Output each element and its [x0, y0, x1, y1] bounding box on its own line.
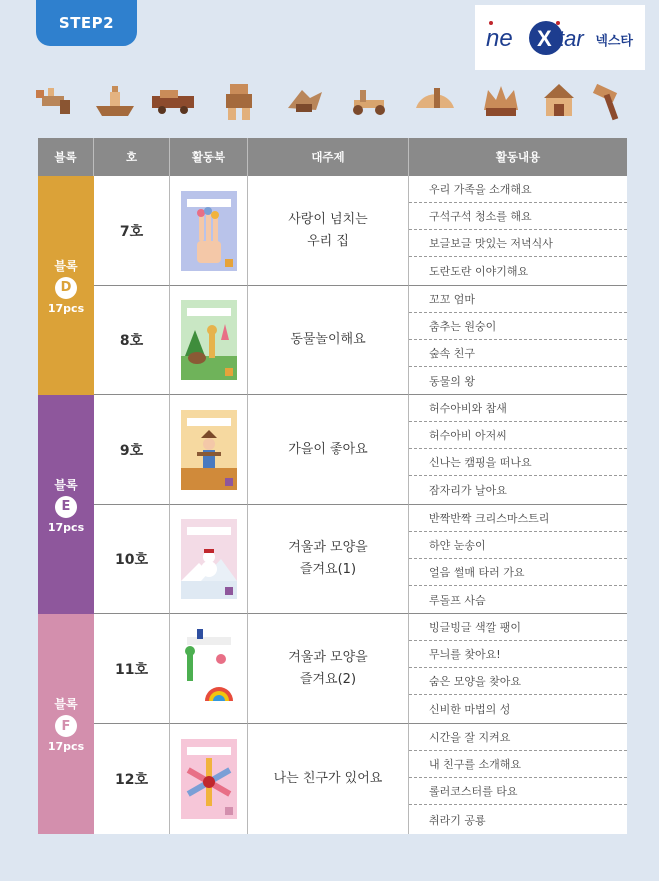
house-toy — [536, 78, 582, 124]
block-pcs: 17pcs — [47, 301, 85, 315]
svg-text:tar: tar — [558, 25, 584, 51]
ho-label: 7호 — [119, 223, 144, 240]
theme-line1: 겨울과 모양을 — [288, 649, 368, 665]
airplane-toy — [30, 78, 76, 124]
book-cell — [170, 505, 248, 614]
header-activities: 활동내용 — [409, 138, 627, 176]
activity-item: 반짝반짝 크리스마스트리 — [409, 505, 627, 532]
theme-cell — [248, 614, 409, 724]
ho-cell — [94, 395, 170, 505]
ho-cell — [94, 724, 170, 834]
theme-line1: 사랑이 넘치는 — [288, 211, 368, 227]
theme-line1: 가을이 좋아요 — [288, 441, 368, 457]
theme-cell — [248, 286, 409, 395]
activity-item: 허수아비와 참새 — [409, 395, 627, 422]
crown-toy — [478, 78, 524, 124]
book-cell — [170, 614, 248, 724]
book-cover-winter — [181, 519, 237, 599]
activity-item: 숨은 모양을 찾아요 — [409, 668, 627, 695]
ho-cell — [94, 176, 170, 286]
activity-item: 허수아비 아저씨 — [409, 422, 627, 449]
step-label: STEP2 — [58, 14, 115, 32]
theme-cell — [248, 505, 409, 614]
hammer-toy — [588, 78, 634, 124]
theme-cell — [248, 724, 409, 834]
activity-item: 얼음 썰매 타러 가요 — [409, 559, 627, 586]
block-label: 블록 — [54, 258, 78, 273]
header-theme: 대주제 — [248, 138, 409, 176]
theme-line2: 즐겨요(2) — [299, 671, 357, 687]
theme-line1: 나는 친구가 있어요 — [273, 771, 383, 786]
activity-item: 내 친구를 소개해요 — [409, 751, 627, 778]
block-f-cell — [38, 614, 94, 834]
block-d-cell — [38, 176, 94, 395]
activity-item: 도란도란 이야기해요 — [409, 257, 627, 286]
activity-item: 보글보글 맛있는 저녁식사 — [409, 230, 627, 257]
theme-cell — [248, 176, 409, 286]
car-toy — [150, 78, 196, 124]
book-cell — [170, 724, 248, 834]
book-cover-family — [181, 191, 237, 271]
activity-item: 우리 가족을 소개해요 — [409, 176, 627, 203]
activity-item: 롤러코스터를 타요 — [409, 778, 627, 805]
activity-item: 신나는 캠핑을 떠나요 — [409, 449, 627, 476]
robot-toy — [216, 78, 262, 124]
activity-item: 무늬를 찾아요! — [409, 641, 627, 668]
block-letter-badge: D — [55, 277, 77, 299]
header-book: 활동북 — [170, 138, 248, 176]
header-ho: 호 — [94, 138, 170, 176]
block-letter-badge: F — [55, 715, 77, 737]
ship-toy — [412, 78, 458, 124]
logo-korean-text: 넥스타 — [595, 34, 633, 49]
activity-item: 시간을 잘 지켜요 — [409, 724, 627, 751]
curriculum-table — [38, 138, 627, 834]
block-letter-badge: E — [55, 496, 77, 518]
book-cover-shapes — [181, 629, 237, 709]
activity-item: 숲속 친구 — [409, 340, 627, 367]
ho-label: 11호 — [114, 661, 148, 678]
ho-label: 12호 — [114, 772, 148, 788]
ho-label: 8호 — [119, 333, 144, 349]
scooter-toy — [346, 78, 392, 124]
block-e-cell — [38, 395, 94, 614]
block-label: 블록 — [54, 477, 78, 492]
ho-label: 9호 — [119, 442, 144, 459]
ho-cell — [94, 286, 170, 395]
boat-toy — [92, 78, 138, 124]
activity-item: 신비한 마법의 성 — [409, 695, 627, 724]
toy-illustration-row — [20, 78, 639, 126]
book-cell — [170, 395, 248, 505]
theme-line1: 겨울과 모양을 — [288, 540, 368, 555]
step-badge — [36, 0, 137, 46]
truck-toy — [282, 78, 328, 124]
ho-cell — [94, 614, 170, 724]
theme-line2: 즐겨요(1) — [299, 562, 357, 577]
block-label: 블록 — [54, 697, 78, 711]
ho-cell — [94, 505, 170, 614]
activity-item: 잠자리가 날아요 — [409, 476, 627, 505]
activity-item: 루돌프 사슴 — [409, 586, 627, 614]
block-pcs: 17pcs — [47, 740, 85, 753]
book-cover-autumn — [181, 410, 237, 490]
activity-item: 취라기 공룡 — [429, 813, 486, 827]
header-block: 블록 — [38, 138, 94, 176]
theme-cell — [248, 395, 409, 505]
activity-item: 동물의 왕 — [409, 367, 627, 395]
svg-text:ne: ne — [486, 24, 513, 52]
activity-item: 춤추는 원숭이 — [409, 313, 627, 340]
book-cover-animals — [181, 300, 237, 380]
nextar-logo — [475, 5, 645, 70]
activity-item: 빙글빙글 색깔 팽이 — [409, 614, 627, 641]
activity-item: 꼬꼬 엄마 — [409, 286, 627, 313]
theme-line2: 우리 집 — [307, 233, 349, 249]
svg-text:X: X — [537, 25, 552, 51]
block-pcs: 17pcs — [47, 520, 85, 534]
book-cover-friends — [181, 739, 237, 819]
book-cell — [170, 286, 248, 395]
ho-label: 10호 — [114, 552, 148, 568]
book-cell — [170, 176, 248, 286]
activity-item: 구석구석 청소를 해요 — [409, 203, 627, 230]
theme-line1: 동물놀이해요 — [290, 332, 366, 347]
activity-item: 하얀 눈송이 — [409, 532, 627, 559]
